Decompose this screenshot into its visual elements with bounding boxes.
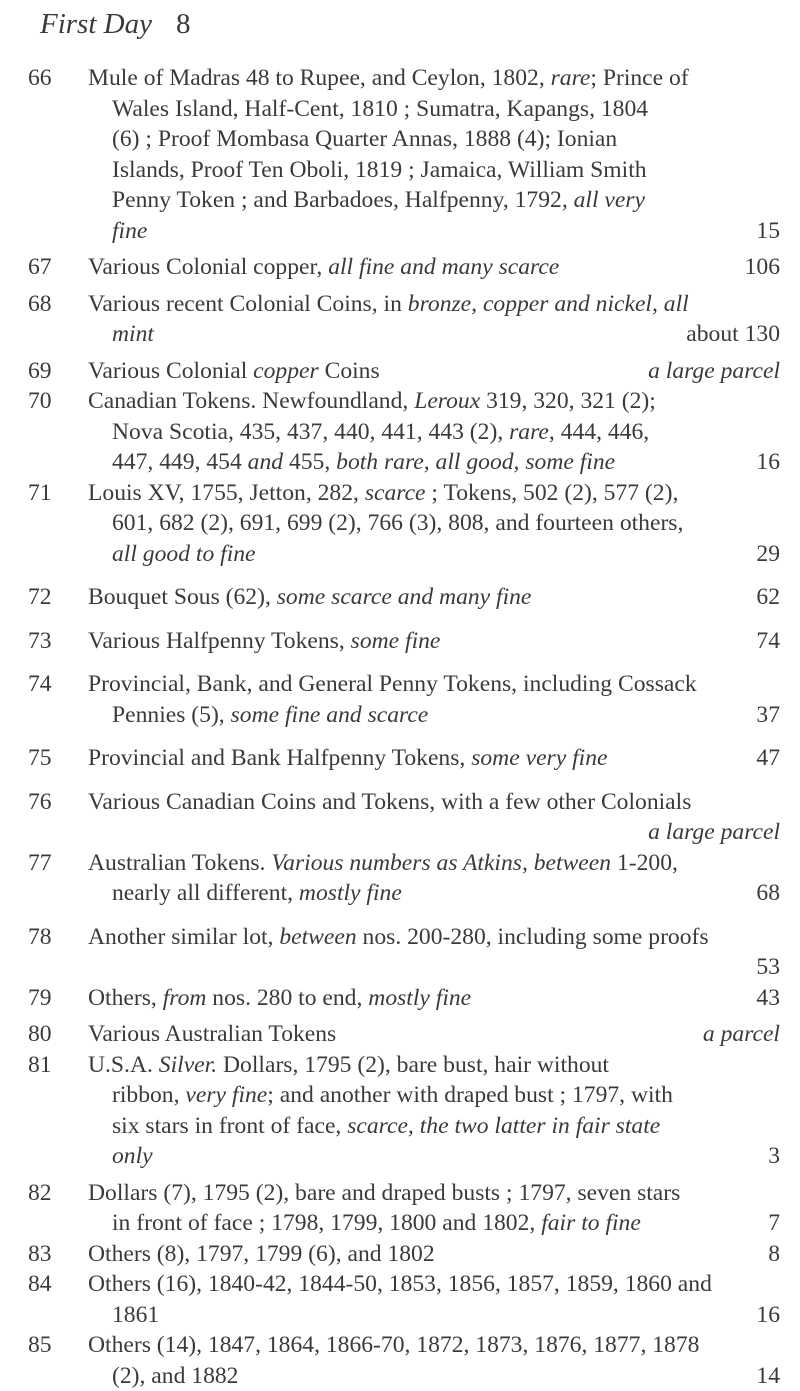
lot-number: 83 [28,1239,72,1270]
lot-description: Others (14), 1847, 1864, 1866-70, 1872, 1873, 1876, 1877, 1878 (2), and 1882 14 [88,1330,780,1391]
lot-number: 77 [28,848,72,879]
lot-80 [0,1019,800,1050]
running-title: First Day [40,8,152,41]
lot-quantity: 15 [756,216,780,247]
lot-quantity: 47 [756,743,780,774]
lot-75 [0,743,800,774]
lot-description: Various Colonial copper Coins a large parcel [88,356,780,387]
lot-number: 69 [28,356,72,387]
lot-list [0,63,800,1391]
lot-quantity: 16 [756,447,780,478]
lot-number: 73 [28,626,72,657]
lot-description: Various Canadian Coins and Tokens, with a few other Colonials a large parcel [88,787,780,848]
lot-description: Various Australian Tokens a parcel [88,1019,780,1050]
lot-number: 75 [28,743,72,774]
lot-82 [0,1178,800,1239]
lot-quantity: 7 [768,1208,780,1239]
lot-78 [0,922,800,983]
lot-number: 85 [28,1330,72,1361]
lot-73 [0,626,800,657]
lot-83 [0,1239,800,1270]
lot-68 [0,289,800,350]
lot-number: 68 [28,289,72,320]
lot-quantity: 29 [756,539,780,570]
lot-quantity: a large parcel [88,817,780,848]
lot-quantity: 106 [745,252,780,283]
lot-number: 76 [28,787,72,818]
lot-71 [0,478,800,570]
lot-81 [0,1050,800,1172]
lot-description: Various Halfpenny Tokens, some fine 74 [88,626,780,657]
lot-quantity: 16 [756,1300,780,1331]
lot-description: Dollars (7), 1795 (2), bare and draped busts ; 1797, seven stars in front of face ; 1798, 1799, 1800 and 1802, fair to fine 7 [88,1178,780,1239]
lot-77 [0,848,800,909]
lot-quantity: a parcel [703,1019,780,1050]
page-number: 8 [176,8,191,41]
lot-number: 67 [28,252,72,283]
lot-quantity: 37 [756,700,780,731]
lot-quantity: 3 [768,1141,780,1172]
lot-85 [0,1330,800,1391]
lot-description: Canadian Tokens. Newfoundland, Leroux 319, 320, 321 (2); Nova Scotia, 435, 437, 440, 441, 443 (2), rare, 444, 446, 447, 449, 454 and 455, both rare, all good, some fine 16 [88,386,780,478]
lot-76 [0,787,800,848]
lot-number: 79 [28,983,72,1014]
lot-description: Australian Tokens. Various numbers as Atkins, between 1-200, nearly all different, mostly fine 68 [88,848,780,909]
lot-quantity: about 130 [686,319,780,350]
lot-66 [0,63,800,246]
lot-number: 74 [28,669,72,700]
lot-number: 80 [28,1019,72,1050]
lot-description: U.S.A. Silver. Dollars, 1795 (2), bare bust, hair without ribbon, very fine; and another with draped bust ; 1797, with six stars in front of face, scarce, the two latter in fair state only 3 [88,1050,780,1172]
page-header [40,8,280,48]
lot-description: Others, from nos. 280 to end, mostly fine 43 [88,983,780,1014]
lot-description: Bouquet Sous (62), some scarce and many fine 62 [88,582,780,613]
lot-74 [0,669,800,730]
lot-number: 82 [28,1178,72,1209]
lot-number: 81 [28,1050,72,1081]
lot-description: Various Colonial copper, all fine and many scarce 106 [88,252,780,283]
lot-number: 70 [28,386,72,417]
lot-67 [0,252,800,283]
lot-number: 78 [28,922,72,953]
lot-quantity: 53 [88,952,780,983]
lot-description: Others (16), 1840-42, 1844-50, 1853, 1856, 1857, 1859, 1860 and 1861 16 [88,1269,780,1330]
lot-quantity: 14 [756,1361,780,1391]
lot-description: Provincial and Bank Halfpenny Tokens, some very fine 47 [88,743,780,774]
lot-69 [0,356,800,387]
lot-70 [0,386,800,478]
lot-description: Various recent Colonial Coins, in bronze, copper and nickel, all mint about 130 [88,289,780,350]
lot-description: Provincial, Bank, and General Penny Tokens, including Cossack Pennies (5), some fine and scarce 37 [88,669,780,730]
lot-number: 84 [28,1269,72,1300]
lot-number: 71 [28,478,72,509]
lot-84 [0,1269,800,1330]
lot-quantity: a large parcel [648,356,780,387]
lot-description: Louis XV, 1755, Jetton, 282, scarce ; Tokens, 502 (2), 577 (2), 601, 682 (2), 691, 699 (2), 766 (3), 808, and fourteen others, all good to fine 29 [88,478,780,570]
lot-72 [0,582,800,613]
lot-quantity: 68 [756,878,780,909]
lot-number: 66 [28,63,72,94]
lot-description: Others (8), 1797, 1799 (6), and 1802 8 [88,1239,780,1270]
lot-79 [0,983,800,1014]
lot-description: Another similar lot, between nos. 200-280, including some proofs 53 [88,922,780,983]
lot-quantity: 74 [756,626,780,657]
lot-quantity: 8 [768,1239,780,1270]
lot-quantity: 43 [756,983,780,1014]
lot-description: Mule of Madras 48 to Rupee, and Ceylon, 1802, rare; Prince of Wales Island, Half-Cent, 1810 ; Sumatra, Kapangs, 1804 (6) ; Proof Mombasa Quarter Annas, 1888 (4); Ionian Islands, Proof Ten Oboli, 1819 ; Jamaica, William Smith Penny Token ; and Barbadoes, Halfpenny, 1792, all very fine 15 [88,63,780,246]
lot-number: 72 [28,582,72,613]
lot-quantity: 62 [756,582,780,613]
